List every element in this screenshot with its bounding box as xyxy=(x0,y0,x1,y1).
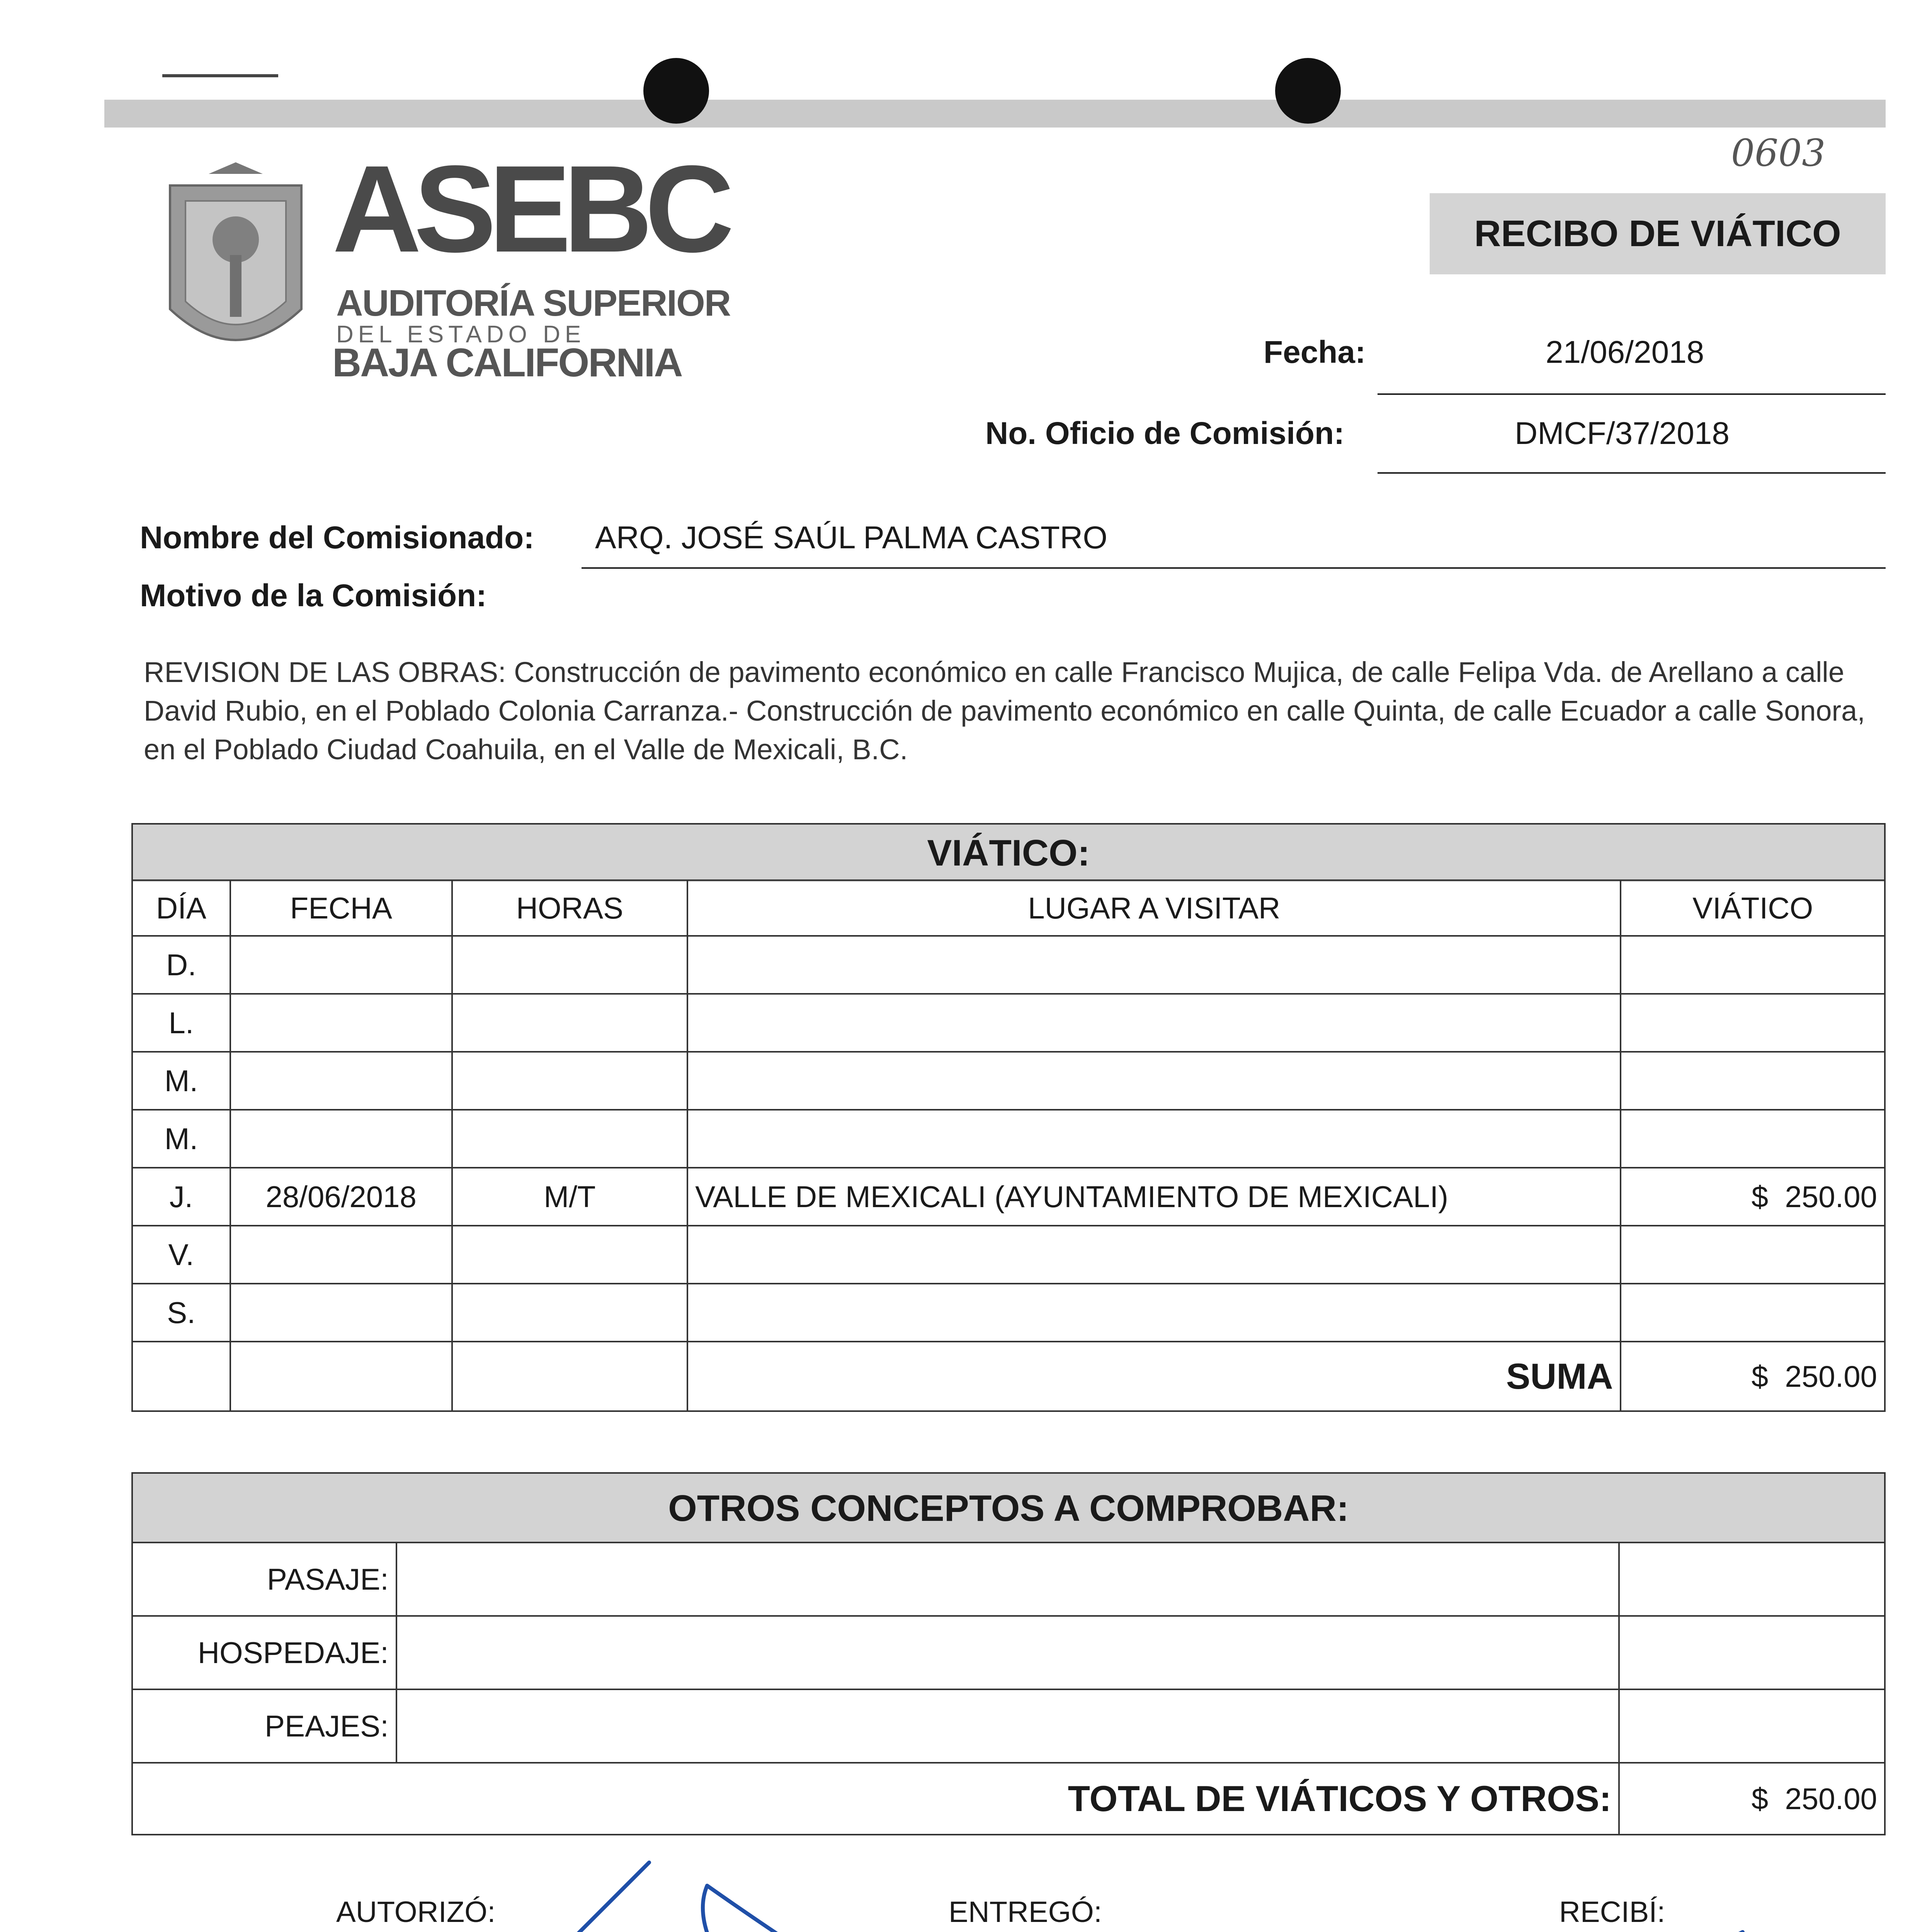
autorizo-label: AUTORIZÓ: xyxy=(336,1896,496,1929)
otros-heading: OTROS CONCEPTOS A COMPROBAR: xyxy=(131,1472,1886,1543)
signature-entrego xyxy=(703,1886,1167,1932)
cell-dia: J. xyxy=(132,1168,230,1226)
cell-dia: L. xyxy=(132,994,230,1052)
col-header-horas: HORAS xyxy=(452,880,688,936)
cell-horas: M/T xyxy=(452,1168,688,1226)
handwritten-number: 0603 xyxy=(1731,131,1826,175)
cell-dia: M. xyxy=(132,1110,230,1168)
cell-fecha: 28/06/2018 xyxy=(230,1168,452,1226)
col-header-lugar: LUGAR A VISITAR xyxy=(687,880,1621,936)
suma-value: $ 250.00 xyxy=(1621,1342,1885,1411)
peajes-label: PEAJES: xyxy=(132,1689,396,1763)
signature-autorizo xyxy=(232,1862,649,1932)
cell-dia: M. xyxy=(132,1052,230,1110)
cell-dia: V. xyxy=(132,1226,230,1284)
col-header-dia: DÍA xyxy=(132,880,230,936)
entrego-label: ENTREGÓ: xyxy=(949,1896,1102,1929)
total-label: TOTAL DE VIÁTICOS Y OTROS: xyxy=(132,1763,1619,1835)
oficio-value: DMCF/37/2018 xyxy=(1515,416,1730,451)
fecha-value: 21/06/2018 xyxy=(1546,335,1704,370)
cell-dia: D. xyxy=(132,936,230,994)
suma-label: SUMA xyxy=(687,1342,1621,1411)
motivo-label: Motivo de la Comisión: xyxy=(140,578,487,613)
total-value: $ 250.00 xyxy=(1619,1763,1885,1835)
cell-lugar: VALLE DE MEXICALI (AYUNTAMIENTO DE MEXICALI) xyxy=(687,1168,1621,1226)
motivo-text: REVISION DE LAS OBRAS: Construcción de pavimento económico en calle Francisco Mujica, de calle Felipa Vda. de Arellano a calle David Rubio, en el Poblado Colonia Carranza.- Construcción de pavimento económico en calle Quinta, de calle Ecuador a calle Sonora, en el Poblado Ciudad Coahuila, en el Valle de Mexicali, B.C. xyxy=(144,656,1865,765)
logo-line1: AUDITORÍA SUPERIOR xyxy=(336,282,731,324)
hospedaje-label: HOSPEDAJE: xyxy=(132,1616,396,1689)
logo-line2: DEL ESTADO DE xyxy=(336,321,586,348)
oficio-label: No. Oficio de Comisión: xyxy=(985,416,1345,451)
fecha-label: Fecha: xyxy=(1264,335,1366,370)
cell-viatico: $ 250.00 xyxy=(1621,1168,1885,1226)
document-title: RECIBO DE VIÁTICO xyxy=(1430,193,1886,274)
logo-line3: BAJA CALIFORNIA xyxy=(332,340,682,385)
recibi-label: RECIBÍ: xyxy=(1559,1896,1665,1929)
viatico-heading: VIÁTICO: xyxy=(131,823,1886,882)
col-header-fecha: FECHA xyxy=(230,880,452,936)
logo-acronym: ASEBC xyxy=(332,139,727,278)
cell-dia: S. xyxy=(132,1284,230,1342)
comisionado-value: ARQ. JOSÉ SAÚL PALMA CASTRO xyxy=(595,520,1108,555)
pasaje-label: PASAJE: xyxy=(132,1543,396,1616)
comisionado-label: Nombre del Comisionado: xyxy=(140,520,534,555)
col-header-viatico: VIÁTICO xyxy=(1621,880,1885,936)
